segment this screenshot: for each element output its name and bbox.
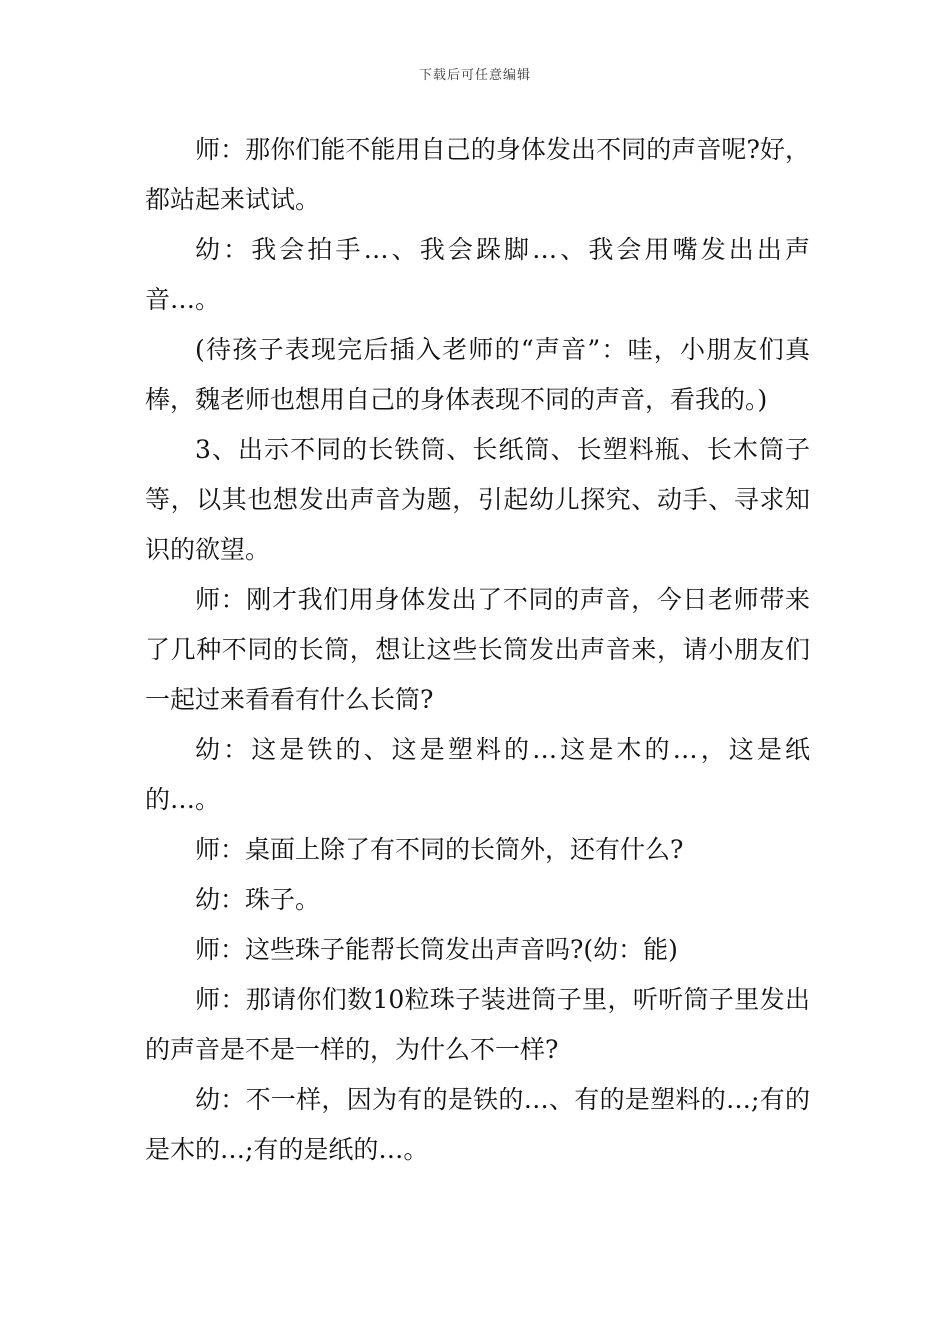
paragraph: 3、出示不同的长铁筒、长纸筒、长塑料瓶、长木筒子等，以其也想发出声音为题，引起幼儿探究、动手、寻求知识的欲望。	[145, 435, 810, 564]
paragraph: 幼：这是铁的、这是塑料的…这是木的…，这是纸的…。	[145, 735, 810, 814]
document-body	[145, 125, 810, 1175]
paragraph: 师：桌面上除了有不同的长筒外，还有什么?	[195, 835, 684, 864]
paragraph: 师：这些珠子能帮长筒发出声音吗?(幼：能)	[195, 935, 678, 964]
paragraph: 师：刚才我们用身体发出了不同的声音，今日老师带来了几种不同的长筒，想让这些长筒发出声音来，请小朋友们一起过来看看有什么长筒?	[145, 585, 810, 714]
paragraph: 幼：不一样，因为有的是铁的…、有的是塑料的…;有的是木的…;有的是纸的…。	[145, 1085, 810, 1164]
paragraph: 幼：我会拍手…、我会跺脚…、我会用嘴发出出声音…。	[145, 235, 810, 314]
paragraph: 师：那请你们数10粒珠子装进筒子里，听听筒子里发出的声音是不是一样的，为什么不一样?	[145, 985, 810, 1064]
page-header-note: 下载后可任意编辑	[418, 68, 531, 83]
paragraph: (待孩子表现完后插入老师的“声音”：哇，小朋友们真棒，魏老师也想用自己的身体表现不同的声音，看我的。)	[145, 335, 810, 414]
paragraph: 幼：珠子。	[195, 885, 321, 914]
paragraph: 师：那你们能不能用自己的身体发出不同的声音呢?好，都站起来试试。	[145, 135, 810, 214]
